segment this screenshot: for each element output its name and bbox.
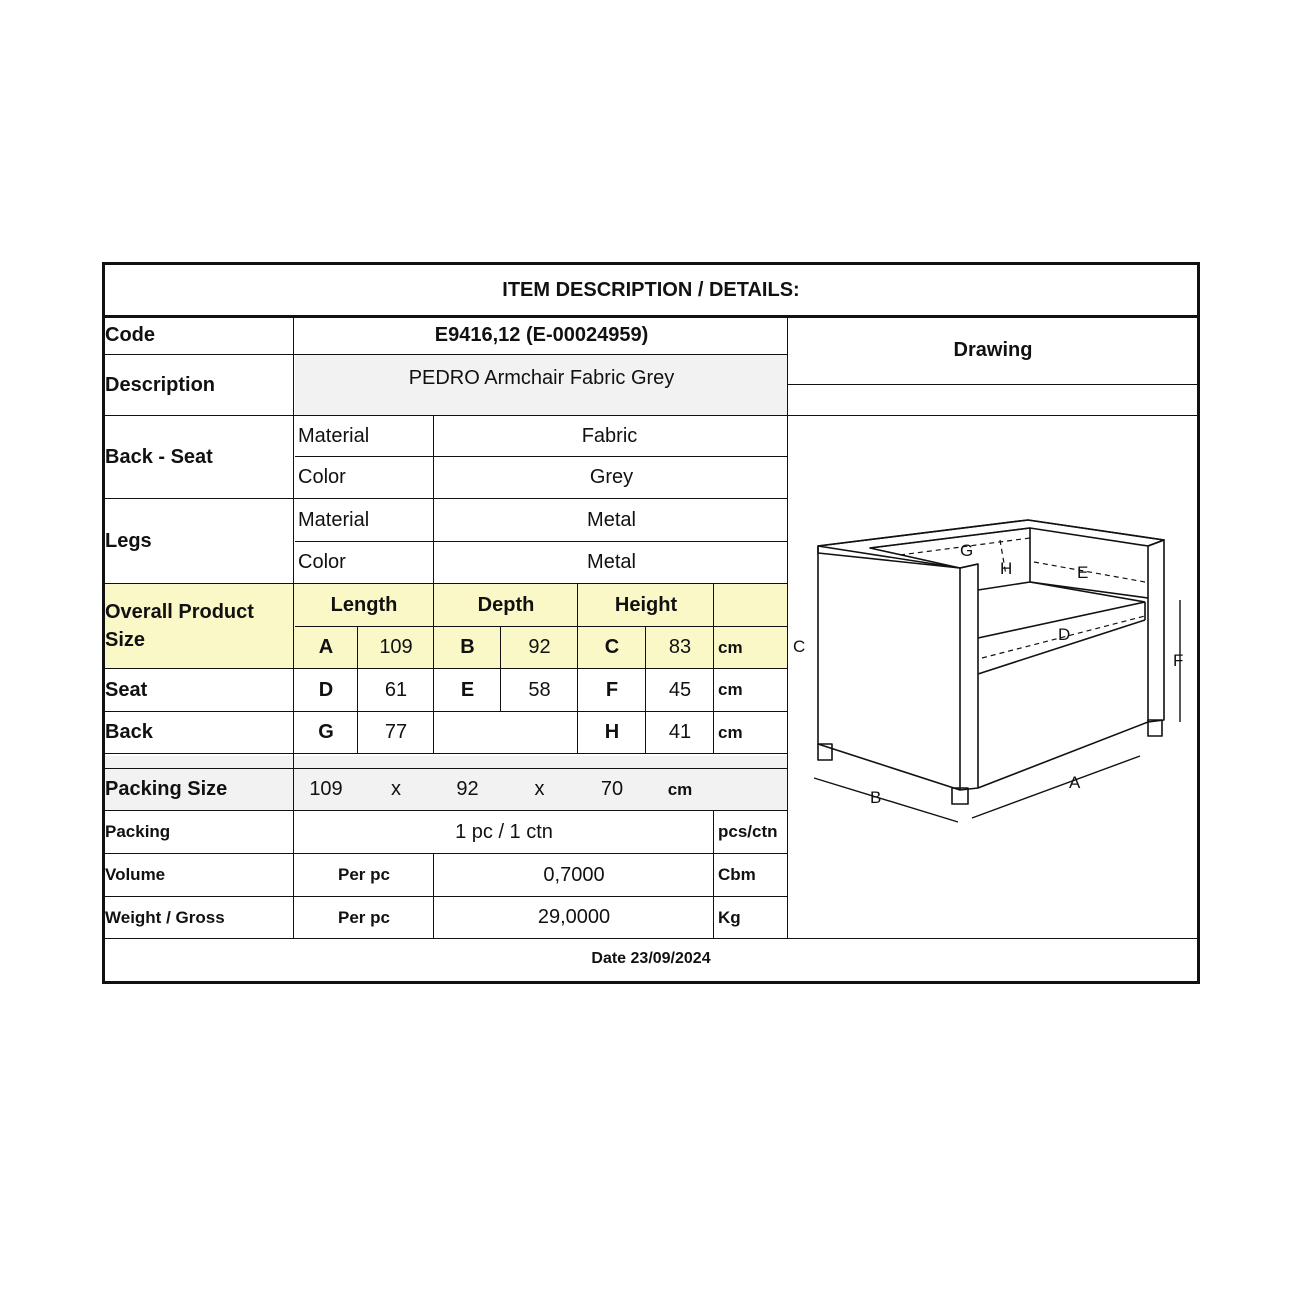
back-label: Back [105,721,153,743]
dimension-value-h: 41 [668,721,692,743]
packing-size-unit: cm [667,779,693,799]
dimension-value-g: 77 [384,721,408,743]
legs-material-label: Material [298,508,370,531]
back-seat-label: Back - Seat [105,445,213,468]
weight-unit: Kg [718,907,741,927]
dimension-value-d: 61 [384,678,408,701]
dim-line-e [1034,562,1145,582]
volume-per: Per pc [338,865,390,884]
dimension-value-a: 109 [379,636,413,658]
dimension-letter-c: C [604,636,620,658]
legs-color-value: Metal [587,551,636,573]
weight-per: Per pc [338,907,390,927]
drawing-label: Drawing [953,338,1033,361]
drawing-label-c: C [793,637,806,656]
code-label: Code [105,323,155,346]
overall-unit: cm [718,637,743,657]
right-arm [1148,540,1164,722]
packing-size-length: 109 [309,778,343,800]
dimension-letter-b: B [460,636,475,658]
back-seat-color-value: Grey [589,466,634,488]
code-value: E9416,12 (E-00024959) [434,323,649,346]
dimension-value-c: 83 [668,636,692,658]
drawing-label-b: B [870,788,882,807]
dimension-letter-d: D [318,678,334,701]
packing-size-separator: x [391,778,401,800]
dimension-letter-e: E [460,678,475,701]
back-seat-color-label: Color [298,466,346,488]
drawing-label-d: D [1058,625,1071,644]
dimension-value-b: 92 [528,636,551,658]
back-unit: cm [718,722,743,742]
dimension-letter-f: F [605,678,619,701]
drawing-label-h: H [1000,559,1013,578]
seat-label: Seat [105,678,148,701]
date-footer: Date 23/09/2024 [591,950,711,967]
legs-color-label: Color [298,551,346,573]
description-value: PEDRO Armchair Fabric Grey [408,366,675,389]
packing-size-height: 70 [600,778,624,800]
weight-value: 29,0000 [537,906,611,928]
seat-top-edge [1030,582,1145,602]
drawing-label-e: E [1077,563,1089,582]
dim-line-a [972,756,1140,818]
dimension-letter-a: A [318,636,334,658]
overall-size-label-line2: Size [105,628,146,651]
dimension-letter-g: G [318,721,334,743]
dimension-value-e: 58 [528,678,551,701]
depth-header: Depth [477,593,535,616]
volume-label: Volume [105,865,166,884]
drawing-label-a: A [1069,773,1081,792]
packing-size-depth: 92 [456,778,479,800]
volume-value: 0,7000 [543,863,605,886]
back-inner-line [870,528,1030,548]
legs-label: Legs [105,529,152,552]
description-label: Description [105,373,216,396]
seat-unit: cm [718,680,743,699]
back-seat-material-value: Fabric [581,424,638,447]
dimension-letter-h: H [604,721,620,743]
packing-size-label: Packing Size [105,778,228,800]
drawing-label-g: G [960,541,974,560]
packing-label: Packing [105,822,171,841]
left-arm-front [818,546,978,790]
height-header: Height [614,593,678,616]
back-top-face [818,520,1164,568]
dim-line-b [814,778,958,822]
packing-value: 1 pc / 1 ctn [455,820,553,843]
seat-back-edge [978,582,1030,590]
length-header: Length [330,593,398,616]
packing-unit: pcs/ctn [718,822,778,841]
dimension-value-f: 45 [668,678,692,701]
volume-unit: Cbm [718,865,756,884]
overall-size-label-line1: Overall Product [105,600,254,623]
drawing-label-f: F [1173,651,1184,670]
legs-material-value: Metal [587,508,636,531]
back-seat-material-label: Material [298,424,370,447]
left-arm-top [960,564,978,568]
sheet-title: ITEM DESCRIPTION / DETAILS: [502,278,800,301]
base-front [978,722,1148,788]
weight-label: Weight / Gross [105,907,225,927]
packing-size-separator: x [534,778,545,800]
